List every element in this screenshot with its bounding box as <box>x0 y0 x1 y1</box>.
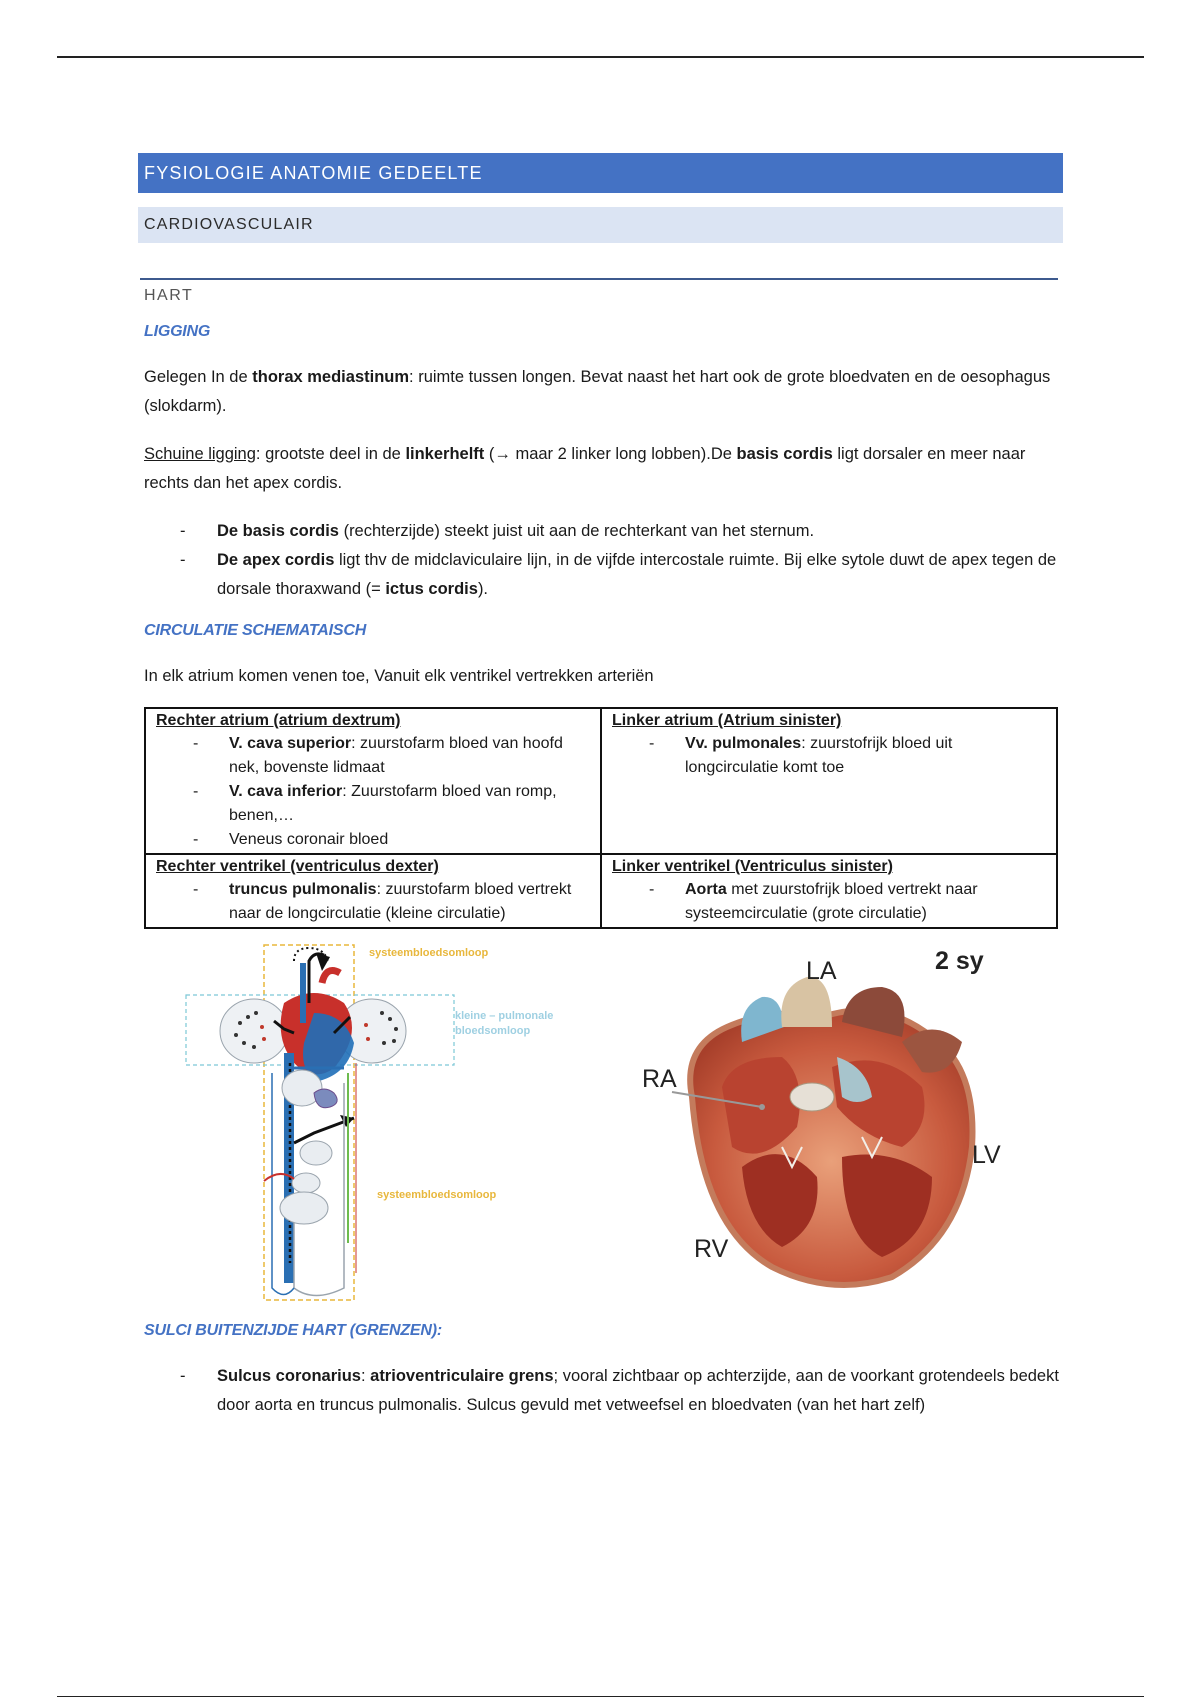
cell-left-atrium <box>601 708 1057 854</box>
cell-heading: Linker ventrikel (Ventriculus sinister) <box>612 858 893 875</box>
section-heading: HART <box>144 287 194 304</box>
heart-cross-section-figure <box>632 947 1052 1299</box>
text-run: ligt dorsaler en meer naar rechts dan het apex cordis. <box>144 445 1026 492</box>
label-right-ventricle: RV <box>694 1235 729 1263</box>
bold-term: Sulcus coronarius <box>217 1367 361 1385</box>
sulci-bullet-list <box>138 1362 1063 1420</box>
circulation-scheme-drawing <box>144 943 604 1308</box>
ligging-heading: LIGGING <box>144 323 211 340</box>
page-top-rule <box>57 56 1144 58</box>
text-run: : ruimte tussen longen. Bevat naast het hart ook de grote bloedvaten en de oesophagus (slokdarm). <box>144 368 1051 415</box>
text-run: : grootste deel in de <box>255 445 406 463</box>
pulmonary-label-line-1: kleine – pulmonale <box>455 1010 554 1022</box>
text-run: : zuurstofarm bloed vertrekt naar de longcirculatie (kleine circulatie) <box>229 881 572 922</box>
bold-term: linkerhelft <box>405 445 485 463</box>
label-left-ventricle: LV <box>972 1141 1001 1169</box>
bullet-dash: - <box>649 881 655 898</box>
list-item <box>156 780 590 828</box>
circulation-table <box>144 707 1058 929</box>
bullet-dash: - <box>180 522 186 540</box>
ligging-paragraph-1 <box>144 363 1063 421</box>
text-run: Gelegen In de <box>144 368 253 386</box>
cell-heading: Linker atrium (Atrium sinister) <box>612 712 842 729</box>
sulci-heading: SULCI BUITENZIJDE HART (GRENZEN): <box>144 1322 442 1339</box>
bullet-dash: - <box>649 735 655 752</box>
label-right-atrium: RA <box>642 1065 677 1093</box>
bold-term: basis cordis <box>736 445 833 463</box>
list-item <box>138 517 1063 546</box>
circulatie-intro: In elk atrium komen venen toe, Vanuit elk ventrikel vertrekken arteriën <box>144 667 654 685</box>
list-item <box>156 828 590 852</box>
bullet-dash: - <box>180 551 186 569</box>
bold-term: V. cava inferior <box>229 783 343 800</box>
cell-right-ventricle <box>145 854 601 928</box>
table-row <box>145 854 1057 928</box>
text-run: ligt thv de midclaviculaire lijn, in de vijfde intercostale ruimte. Bij elke sytole duwt de apex tegen de dorsale thoraxwand (= <box>217 551 1057 598</box>
list-item <box>156 732 590 780</box>
list-item <box>612 732 1046 780</box>
cell-left-ventricle <box>601 854 1057 928</box>
bold-term: atrioventriculaire grens <box>370 1367 554 1385</box>
list-item <box>612 878 1046 926</box>
chapter-heading: CARDIOVASCULAIR <box>138 207 1063 243</box>
systemic-circulation-label-bottom: systeembloedsomloop <box>377 1189 497 1201</box>
cell-list <box>612 878 1046 926</box>
table-row <box>145 708 1057 854</box>
cell-list <box>612 732 1046 780</box>
text-run: ; vooral zichtbaar op achterzijde, aan de voorkant grotendeels bedekt door aorta en truncus pulmonalis. Sulcus gevuld met vetweefsel en bloedvaten (van het hart zelf) <box>217 1367 1059 1414</box>
pulmonary-label-line-2: bloedsomloop <box>455 1025 531 1037</box>
systemic-circulation-label-top: systeembloedsomloop <box>369 947 489 959</box>
list-item <box>138 1362 1063 1420</box>
text-run: : zuurstofarm bloed van hoofd nek, bovenste lidmaat <box>229 735 563 776</box>
cell-list <box>156 878 590 926</box>
document-title: FYSIOLOGIE ANATOMIE GEDEELTE <box>138 153 1063 193</box>
cell-list <box>156 732 590 852</box>
text-run: : <box>360 1367 371 1385</box>
cell-right-atrium <box>145 708 601 854</box>
bullet-dash: - <box>193 881 199 898</box>
bullet-dash: - <box>180 1367 186 1385</box>
bold-term: Vv. pulmonales <box>685 735 802 752</box>
bullet-dash: - <box>193 783 199 800</box>
figures-row <box>144 943 1063 1313</box>
pulmonary-circulation-label <box>455 1009 553 1039</box>
circulation-scheme-figure <box>144 943 604 1308</box>
list-item <box>138 546 1063 604</box>
document-page <box>138 153 1063 1420</box>
bold-term: truncus pulmonalis <box>229 881 377 898</box>
underlined-term: Schuine ligging <box>144 445 256 463</box>
text-run: (rechterzijde) steekt juist uit aan de rechterkant van het sternum. <box>338 522 815 540</box>
section-divider <box>140 278 1058 280</box>
bold-term: Aorta <box>685 881 727 898</box>
bullet-dash: - <box>193 831 199 848</box>
bullet-dash: - <box>193 735 199 752</box>
ligging-bullet-list <box>138 517 1063 604</box>
circulatie-heading: CIRCULATIE SCHEMATAISCH <box>144 622 367 639</box>
text-run: met zuurstofrijk bloed vertrekt naar systeemcirculatie (grote circulatie) <box>685 881 978 922</box>
text-run: Veneus coronair bloed <box>229 831 389 848</box>
text-run: ). <box>477 580 489 598</box>
bold-term: V. cava superior <box>229 735 352 752</box>
page-bottom-rule <box>57 1696 1144 1697</box>
text-run: : zuurstofrijk bloed uit longcirculatie komt toe <box>685 735 953 776</box>
cell-heading: Rechter atrium (atrium dextrum) <box>156 712 401 729</box>
bold-term: De basis cordis <box>217 522 339 540</box>
text-run: (→ maar 2 linker long lobben).De <box>484 445 737 463</box>
ligging-paragraph-2 <box>144 440 1063 498</box>
text-run: : Zuurstofarm bloed van romp, benen,… <box>229 783 557 824</box>
cell-heading: Rechter ventrikel (ventriculus dexter) <box>156 858 439 875</box>
bold-term: thorax mediastinum <box>252 368 410 386</box>
bold-term: De apex cordis <box>217 551 335 569</box>
label-left-atrium: LA <box>806 957 837 985</box>
list-item <box>156 878 590 926</box>
bold-term: ictus cordis <box>385 580 478 598</box>
label-corner-cropped: 2 sy <box>935 947 984 975</box>
